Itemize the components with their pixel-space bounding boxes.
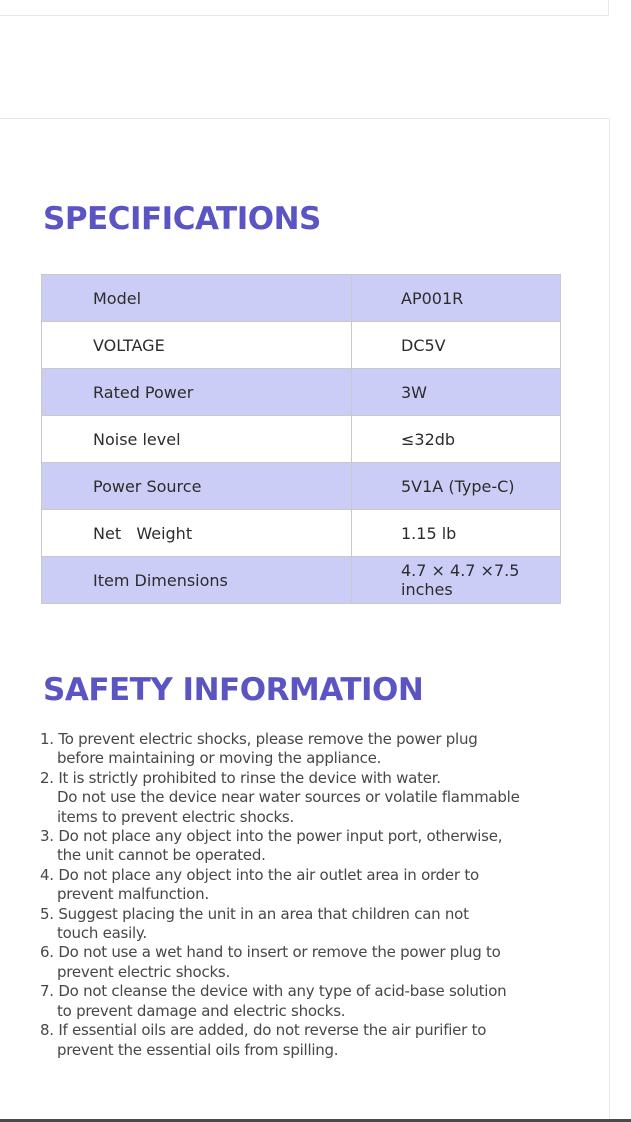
spec-row-noise-level [42,416,561,463]
safety-information-title: SAFETY INFORMATION [43,672,424,708]
safety-line: items to prevent electric shocks. [57,807,295,826]
safety-line: prevent the essential oils from spilling. [57,1040,339,1059]
safety-line: prevent electric shocks. [57,962,230,981]
safety-line: 7. Do not cleanse the device with any type of acid-base solution [40,982,507,1001]
spec-value: AP001R [352,275,561,322]
safety-item-8 [40,1021,600,1060]
safety-line: 8. If essential oils are added, do not reverse the air purifier to [40,1021,487,1040]
specifications-table [41,274,561,604]
spec-row-net-weight [42,510,561,557]
spec-row-model [42,275,561,322]
spec-value: 3W [352,369,561,416]
spec-value: 5V1A (Type-C) [352,463,561,510]
safety-item-3 [40,827,600,866]
safety-line: 3. Do not place any object into the power input port, otherwise, [40,827,503,846]
safety-line: 4. Do not place any object into the air outlet area in order to [40,865,479,884]
safety-item-5 [40,905,600,944]
spec-value: ≤32db [352,416,561,463]
safety-line: 2. It is strictly prohibited to rinse the device with water. [40,768,441,787]
safety-line: Do not use the device near water sources or volatile flammable [57,788,520,807]
safety-line: 5. Suggest placing the unit in an area that children can not [40,904,469,923]
safety-line: touch easily. [57,924,147,943]
safety-line: prevent malfunction. [57,885,209,904]
safety-line: 1. To prevent electric shocks, please remove the power plug [40,730,478,748]
safety-item-1 [40,730,600,769]
spec-label: VOLTAGE [42,322,352,369]
spec-row-voltage [42,322,561,369]
safety-list [40,730,600,1060]
spec-label: Noise level [42,416,352,463]
spec-value: DC5V [352,322,561,369]
safety-line: 6. Do not use a wet hand to insert or remove the power plug to [40,943,501,962]
safety-line: the unit cannot be operated. [57,846,266,865]
spec-label: Model [42,275,352,322]
safety-line: before maintaining or moving the appliance. [57,749,382,768]
spec-value: 4.7 × 4.7 ×7.5 inches [352,557,561,604]
spec-label: Item Dimensions [42,557,352,604]
spec-row-power-source [42,463,561,510]
spec-row-item-dimensions [42,557,561,604]
safety-line: to prevent damage and electric shocks. [57,1001,346,1020]
spec-label: Net Weight [42,510,352,557]
safety-item-7 [40,982,600,1021]
spec-label: Rated Power [42,369,352,416]
specifications-title: SPECIFICATIONS [43,201,321,237]
safety-item-6 [40,943,600,982]
spec-row-rated-power [42,369,561,416]
spec-value: 1.15 lb [352,510,561,557]
top-card-edge [0,0,609,16]
safety-item-4 [40,866,600,905]
spec-label: Power Source [42,463,352,510]
safety-item-2 [40,769,600,827]
